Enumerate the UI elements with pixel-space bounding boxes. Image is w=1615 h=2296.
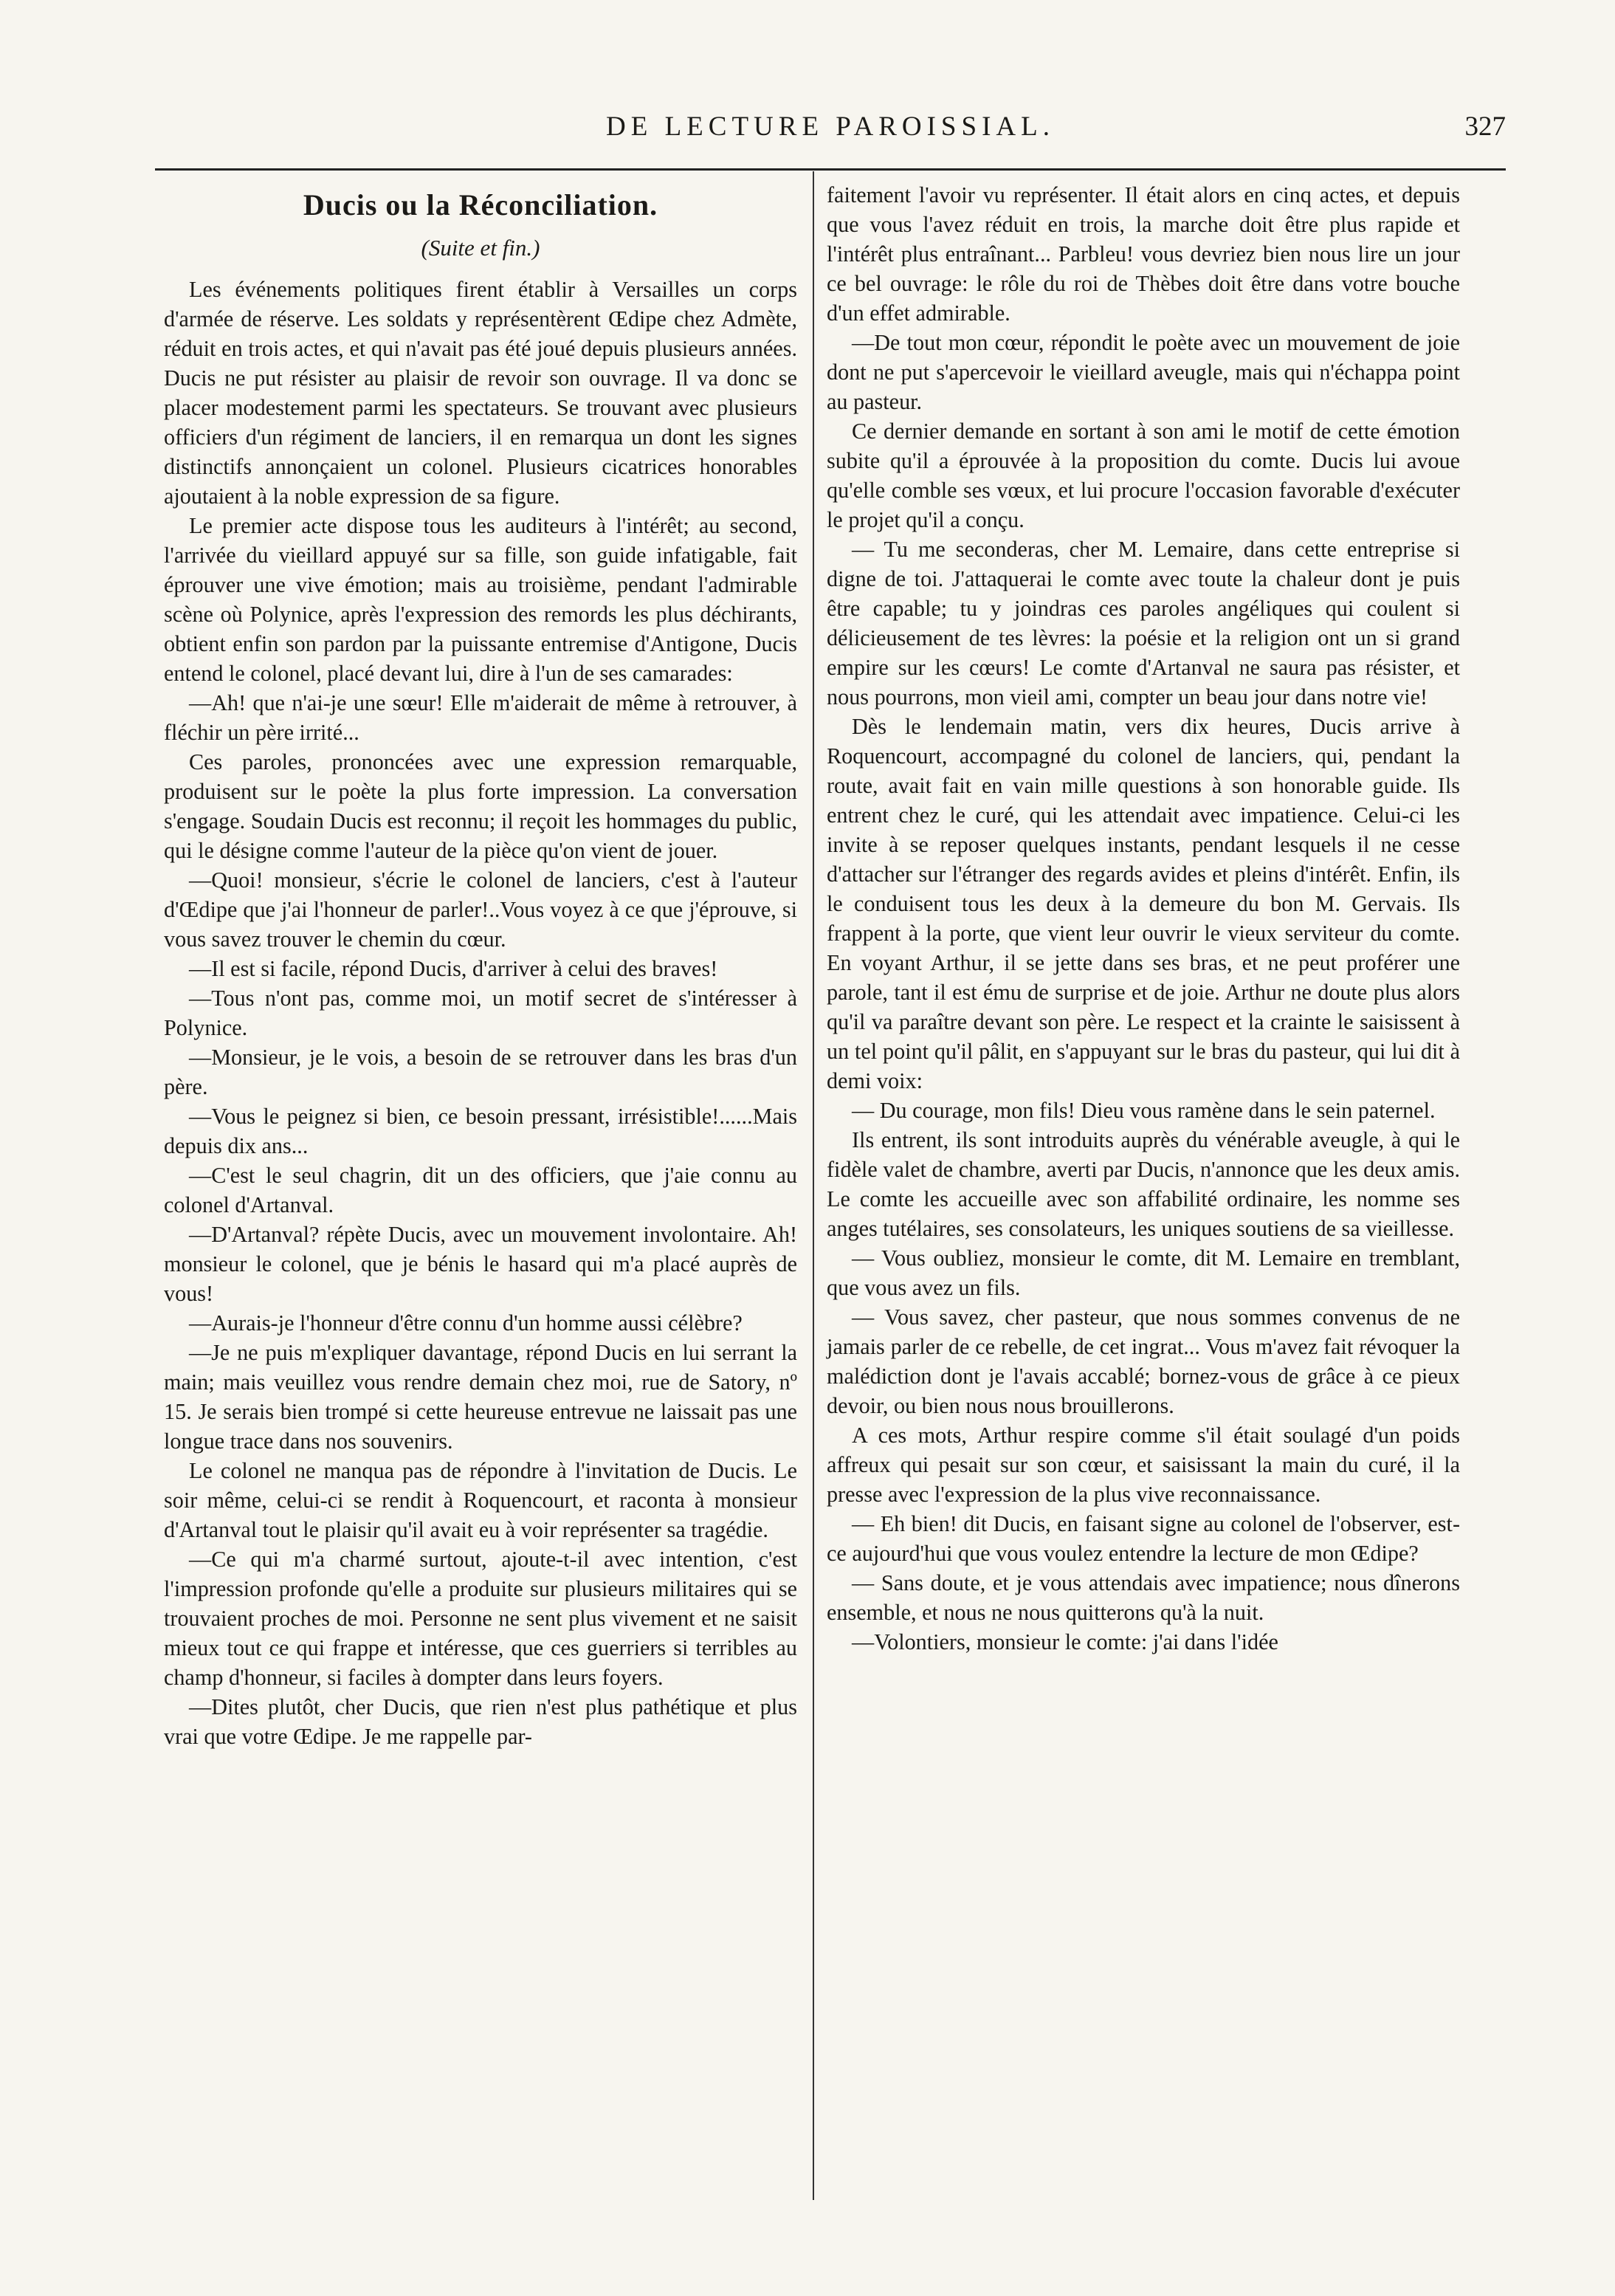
paragraph: Ils entrent, ils sont introduits auprès du vénérable aveugle, à qui le fidèle valet de chambre, averti par Ducis, n'annonce que les deux amis. Le comte les accueille avec son affabilité ordinaire, les nomme ses anges tutélaires, ses consolateurs, les uniques soutiens de sa vieillesse. [827,1127,1460,1241]
left-column [164,185,797,1751]
paragraph: —Quoi! monsieur, s'écrie le colonel de lanciers, c'est à l'auteur d'Œdipe que j'ai l'honneur de parler!..Vous voyez à ce que j'éprouve, si vous savez trouver le chemin du cœur. [164,867,797,952]
article-title: Ducis ou la Réconciliation. [303,188,658,221]
paragraph: — Tu me seconderas, cher M. Lemaire, dans cette entreprise si digne de toi. J'attaquerai le comte avec toute la chaleur dont je puis être capable; tu y joindras ces paroles angéliques qui coulent si délicieusement de tes lèvres: la poésie et la religion ont un si grand empire sur les cœurs! Le comte d'Artanval ne saura pas résister, et nous pourrons, mon vieil ami, compter un beau jour dans notre vie! [827,537,1460,709]
paragraph: Dès le lendemain matin, vers dix heures, Ducis arrive à Roquencourt, accompagné du colonel de lanciers, qui, pendant la route, avait fait en vain mille questions à son honorable guide. Ils entrent chez le curé, qui les attendait avec impatience. Celui-ci les invite à se reposer quelques instants, pendant lesquels il ne cesse d'attacher sur l'étranger des regards avides et pleins d'intérêt. Enfin, ils le conduisent tous les deux à la demeure du bon M. Gervais. Ils frappent à la porte, que vient leur ouvrir le vieux serviteur du comte. En voyant Arthur, il se jette dans ses bras, et ne peut proférer une parole, tant il est ému de surprise et de joie. Arthur ne doute plus alors qu'il va paraître devant son père. Le respect et la crainte le saisissent à un tel point qu'il pâlit, en s'appuyant sur le bras du pasteur, qui lui dit à demi voix: [827,714,1460,1093]
paragraph: —Ah! que n'ai-je une sœur! Elle m'aiderait de même à retrouver, à fléchir un père irrité... [164,690,797,745]
paragraph: —Il est si facile, répond Ducis, d'arriver à celui des braves! [189,956,718,981]
paragraph: — Du courage, mon fils! Dieu vous ramène dans le sein paternel. [852,1098,1436,1123]
column-divider [813,171,814,2200]
article-subtitle: (Suite et fin.) [421,235,540,261]
paragraph: —Dites plutôt, cher Ducis, que rien n'est plus pathétique et plus vrai que votre Œdipe. Je me rappelle par- [164,1694,797,1749]
paragraph: —Vous le peignez si bien, ce besoin pressant, irrésistible!......Mais depuis dix ans... [164,1104,797,1158]
paragraph: — Vous savez, cher pasteur, que nous sommes convenus de ne jamais parler de ce rebelle, de cet ingrat... Vous m'avez fait révoquer la malédiction dont je l'avais accablé; bornez-vous de grâce à ce pieux devoir, ou bien nous nous brouillerons. [827,1305,1460,1418]
paragraph: —De tout mon cœur, répondit le poète avec un mouvement de joie dont ne put s'apercevoir le vieillard aveugle, mais qui n'échappa point au pasteur. [827,330,1460,414]
paragraph: —D'Artanval? répète Ducis, avec un mouvement involontaire. Ah! monsieur le colonel, que je bénis le hasard qui m'a placé auprès de vous! [164,1222,797,1306]
paragraph: — Sans doute, et je vous attendais avec impatience; nous dînerons ensemble, et nous ne nous quitterons qu'à la nuit. [827,1570,1460,1625]
header-rule [155,168,1506,171]
paragraph: Ces paroles, prononcées avec une expression remarquable, produisent sur le poète la plus forte impression. La conversation s'engage. Soudain Ducis est reconnu; il reçoit les hommages du public, qui le désigne comme l'auteur de la pièce qu'on vient de jouer. [164,749,797,863]
paragraph: —Tous n'ont pas, comme moi, un motif secret de s'intéresser à Polynice. [164,986,797,1040]
paragraph: —C'est le seul chagrin, dit un des officiers, que j'aie connu au colonel d'Artanval. [164,1163,797,1217]
paragraph: A ces mots, Arthur respire comme s'il était soulagé d'un poids affreux qui pesait sur son cœur, et saisissant la main du curé, il la presse avec l'expression de la plus vive reconnaissance. [827,1423,1460,1507]
paragraph: —Aurais-je l'honneur d'être connu d'un homme aussi célèbre? [189,1310,743,1336]
right-column [827,180,1460,1657]
paragraph: — Eh bien! dit Ducis, en faisant signe au colonel de l'observer, est-ce aujourd'hui que vous voulez entendre la lecture de mon Œdipe? [827,1511,1460,1566]
paragraph: —Je ne puis m'expliquer davantage, répond Ducis en lui serrant la main; mais veuillez vous rendre demain chez moi, rue de Satory, nº 15. Je serais bien trompé si cette heureuse entrevue ne laissait pas une longue trace dans nos souvenirs. [164,1340,797,1454]
paragraph: Les événements politiques firent établir à Versailles un corps d'armée de réserve. Les soldats y représentèrent Œdipe chez Admète, réduit en trois actes, et qui n'avait pas été joué depuis plusieurs années. Ducis ne put résister au plaisir de revoir son ouvrage. Il va donc se placer modestement parmi les spectateurs. Se trouvant avec plusieurs officiers d'un régiment de lanciers, il en remarqua un dont les signes distinctifs annonçaient un colonel. Plusieurs cicatrices honorables ajoutaient à la noble expression de sa figure. [164,277,797,509]
page-number: 327 [1464,111,1506,142]
page-header [155,111,1506,155]
paragraph: — Vous oubliez, monsieur le comte, dit M. Lemaire en tremblant, que vous avez un fils. [827,1245,1460,1300]
paragraph: Ce dernier demande en sortant à son ami le motif de cette émotion subite qu'il a éprouvée à la proposition du comte. Ducis lui avoue qu'elle comble ses vœux, et lui procure l'occasion favorable d'exécuter le projet qu'il a conçu. [827,419,1460,532]
running-title: DE LECTURE PAROISSIAL. [606,111,1055,142]
paragraph: Le premier acte dispose tous les auditeurs à l'intérêt; au second, l'arrivée du vieillard appuyé sur sa fille, son guide infatigable, fait éprouver une vive émotion; mais au troisième, pendant l'admirable scène où Polynice, après l'expression des remords les plus déchirants, obtient enfin son pardon par la puissante entremise d'Antigone, Ducis entend le colonel, placé devant lui, dire à l'un de ses camarades: [164,513,797,686]
paragraph: faitement l'avoir vu représenter. Il était alors en cinq actes, et depuis que vous l'avez réduit en trois, la marche doit être plus rapide et l'intérêt plus entraînant... Parbleu! vous devriez bien nous lire un jour ce bel ouvrage: le rôle du roi de Thèbes doit être dans votre bouche d'un effet admirable. [827,182,1460,326]
paragraph: Le colonel ne manqua pas de répondre à l'invitation de Ducis. Le soir même, celui-ci se rendit à Roquencourt, et raconta à monsieur d'Artanval tout le plaisir qu'il avait eu à voir représenter sa tragédie. [164,1458,797,1542]
paragraph: —Ce qui m'a charmé surtout, ajoute-t-il avec intention, c'est l'impression profonde qu'elle a produite sur plusieurs militaires qui se trouvaient proches de moi. Personne ne sent plus vivement et ne saisit mieux tout ce qui frappe et intéresse, que ces guerriers si terribles au champ d'honneur, si faciles à dompter dans leurs foyers. [164,1547,797,1690]
paragraph: —Monsieur, je le vois, a besoin de se retrouver dans les bras d'un père. [164,1045,797,1099]
paragraph: —Volontiers, monsieur le comte: j'ai dans l'idée [852,1629,1278,1654]
